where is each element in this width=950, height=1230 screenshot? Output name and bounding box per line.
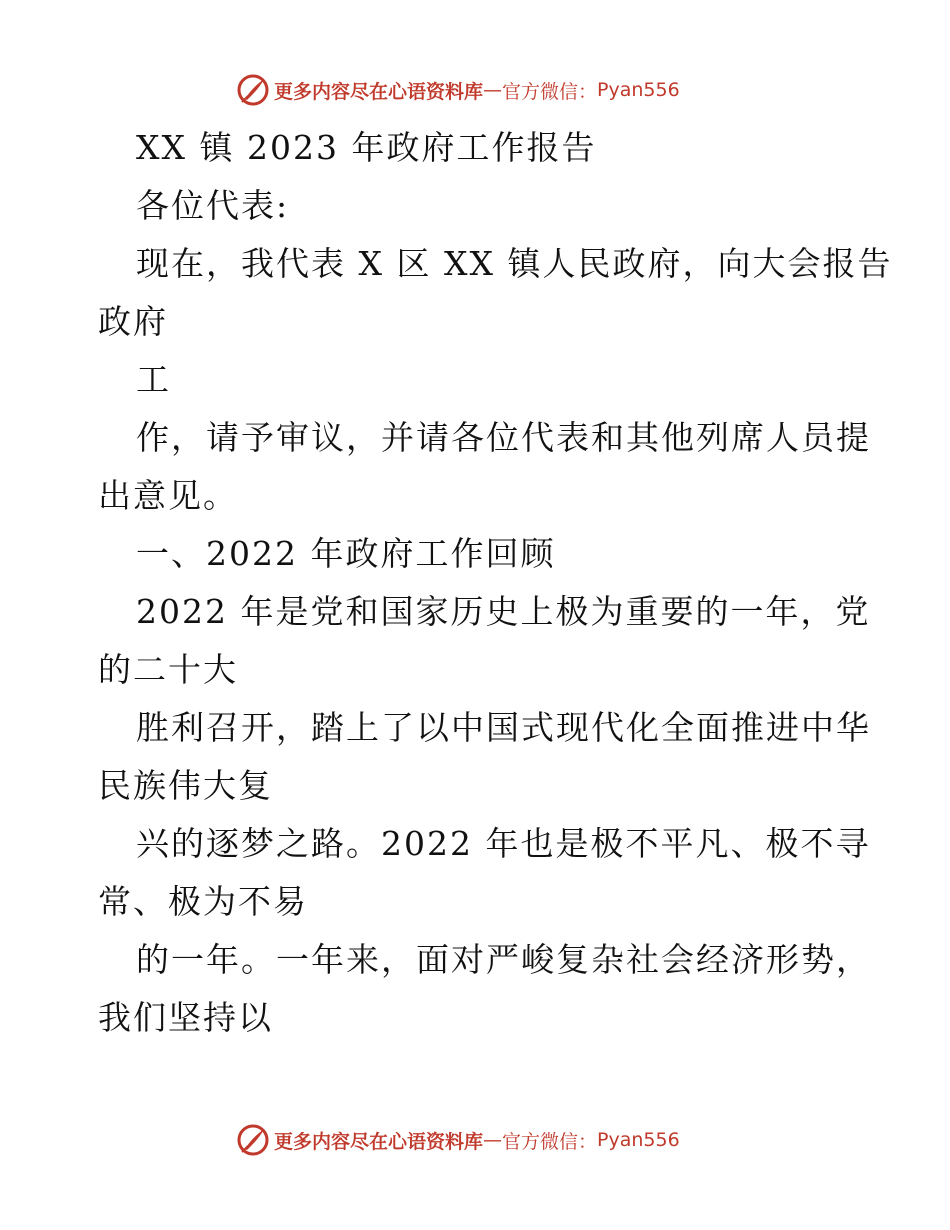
watermark-wechat-label: 官方微信： <box>502 1130 598 1153</box>
paragraph-line: 工 <box>136 360 171 399</box>
paragraph-line: 作，请予审议，并请各位代表和其他列席人员提 <box>136 418 871 457</box>
paragraph-line: 政府 <box>98 302 168 341</box>
paragraph-line: 常、极为不易 <box>98 882 308 921</box>
watermark-header <box>236 72 680 108</box>
paragraph-line: 我们坚持以 <box>98 998 273 1037</box>
paragraph-line: 现在，我代表 X 区 XX 镇人民政府，向大会报告 <box>136 244 893 283</box>
watermark-text: 更多内容尽在心语资料库 <box>274 1130 484 1153</box>
paragraph-line: 出意见。 <box>98 476 238 515</box>
paragraph-line: 民族伟大复 <box>98 766 273 805</box>
watermark-wechat-label: 官方微信： <box>502 80 598 103</box>
watermark-wechat-id: Pyan556 <box>597 1129 680 1151</box>
paragraph-line: 2022 年是党和国家历史上极为重要的一年，党 <box>136 592 871 631</box>
watermark-text: 更多内容尽在心语资料库 <box>274 80 484 103</box>
paragraph-line: 胜利召开，踏上了以中国式现代化全面推进中华 <box>136 708 871 747</box>
watermark-footer <box>236 1122 680 1158</box>
paragraph-line: 的二十大 <box>98 650 238 689</box>
document-title: XX 镇 2023 年政府工作报告 <box>136 128 597 167</box>
watermark-dash: — <box>483 1129 503 1151</box>
salutation: 各位代表: <box>136 186 290 225</box>
paragraph-line: 的一年。一年来，面对严峻复杂社会经济形势， <box>136 940 871 979</box>
section-heading: 一、2022 年政府工作回顾 <box>136 534 556 573</box>
watermark-wechat-id: Pyan556 <box>597 79 680 101</box>
document-body <box>98 119 893 1047</box>
paragraph-line: 兴的逐梦之路。2022 年也是极不平凡、极不寻 <box>136 824 871 863</box>
watermark-dash: — <box>483 79 503 101</box>
feather-pen-logo-icon <box>236 73 270 107</box>
feather-pen-logo-icon <box>236 1123 270 1157</box>
